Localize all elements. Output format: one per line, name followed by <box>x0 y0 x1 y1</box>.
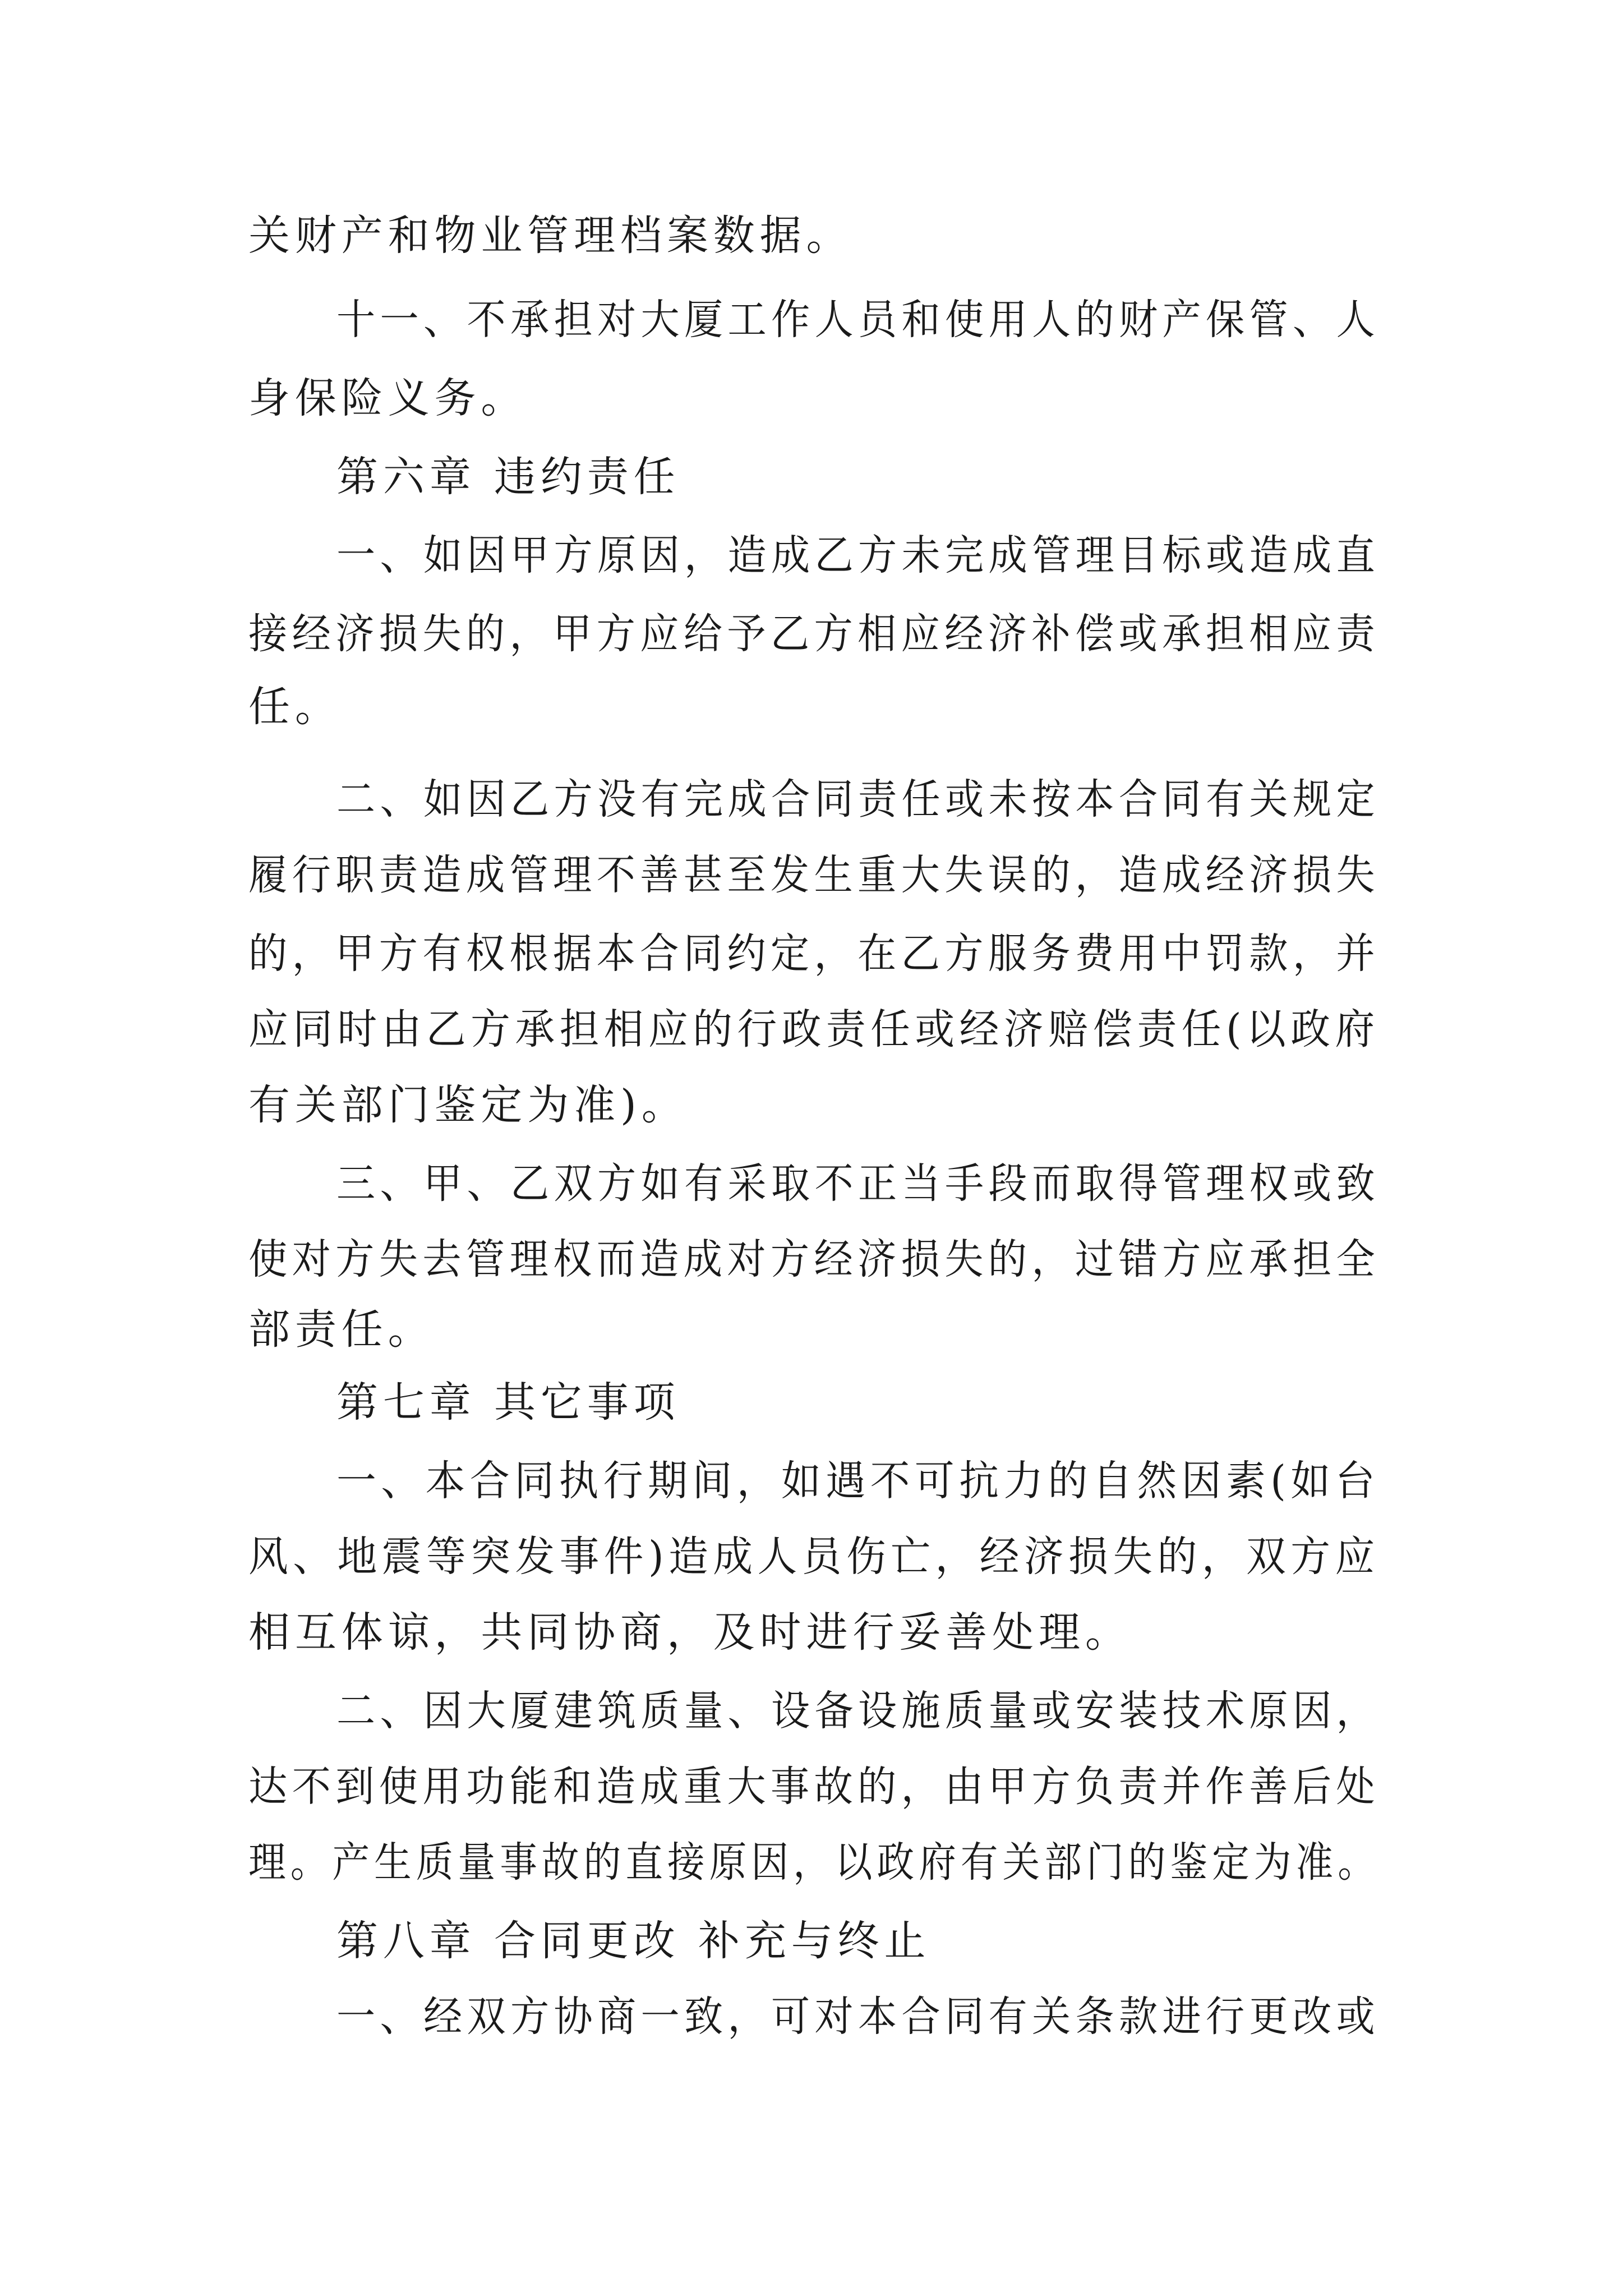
chapter-heading: 第八章 合同更改 补充与终止 <box>336 1917 931 1965</box>
text-line: 任。 <box>248 683 342 731</box>
text-line: 一、经双方协商一致，可对本合同有关条款进行更改或 <box>336 1993 1380 2041</box>
text-line: 应同时由乙方承担相应的行政责任或经济赔偿责任(以政府 <box>248 1005 1380 1053</box>
text-line: 风、地震等突发事件)造成人员伤亡，经济损失的，双方应 <box>248 1533 1380 1581</box>
text-line: 二、因大厦建筑质量、设备设施质量或安装技术原因， <box>336 1687 1380 1735</box>
text-line: 理。产生质量事故的直接原因，以政府有关部门的鉴定为准。 <box>248 1838 1380 1887</box>
text-line: 有关部门鉴定为准)。 <box>248 1081 688 1129</box>
text-line: 一、如因甲方原因，造成乙方未完成管理目标或造成直 <box>336 531 1380 579</box>
chapter-heading: 第六章 违约责任 <box>336 453 680 501</box>
text-line: 关财产和物业管理档案数据。 <box>248 211 853 260</box>
text-line: 部责任。 <box>248 1305 435 1354</box>
chapter-heading: 第七章 其它事项 <box>336 1378 680 1427</box>
text-line: 身保险义务。 <box>248 374 528 422</box>
text-line: 履行职责造成管理不善甚至发生重大失误的，造成经济损失 <box>248 851 1380 899</box>
text-line: 使对方失去管理权而造成对方经济损失的，过错方应承担全 <box>248 1235 1380 1283</box>
text-line: 的，甲方有权根据本合同约定，在乙方服务费用中罚款，并 <box>248 930 1380 978</box>
text-line: 相互体谅，共同协商，及时进行妥善处理。 <box>248 1608 1132 1657</box>
text-line: 达不到使用功能和造成重大事故的，由甲方负责并作善后处 <box>248 1763 1380 1811</box>
text-line: 三、甲、乙双方如有采取不正当手段而取得管理权或致 <box>336 1159 1380 1208</box>
text-line: 一、本合同执行期间，如遇不可抗力的自然因素(如台 <box>336 1457 1380 1505</box>
text-line: 十一、不承担对大厦工作人员和使用人的财产保管、人 <box>336 296 1380 344</box>
text-line: 二、如因乙方没有完成合同责任或未按本合同有关规定 <box>336 775 1380 823</box>
text-line: 接经济损失的，甲方应给予乙方相应经济补偿或承担相应责 <box>248 610 1380 658</box>
